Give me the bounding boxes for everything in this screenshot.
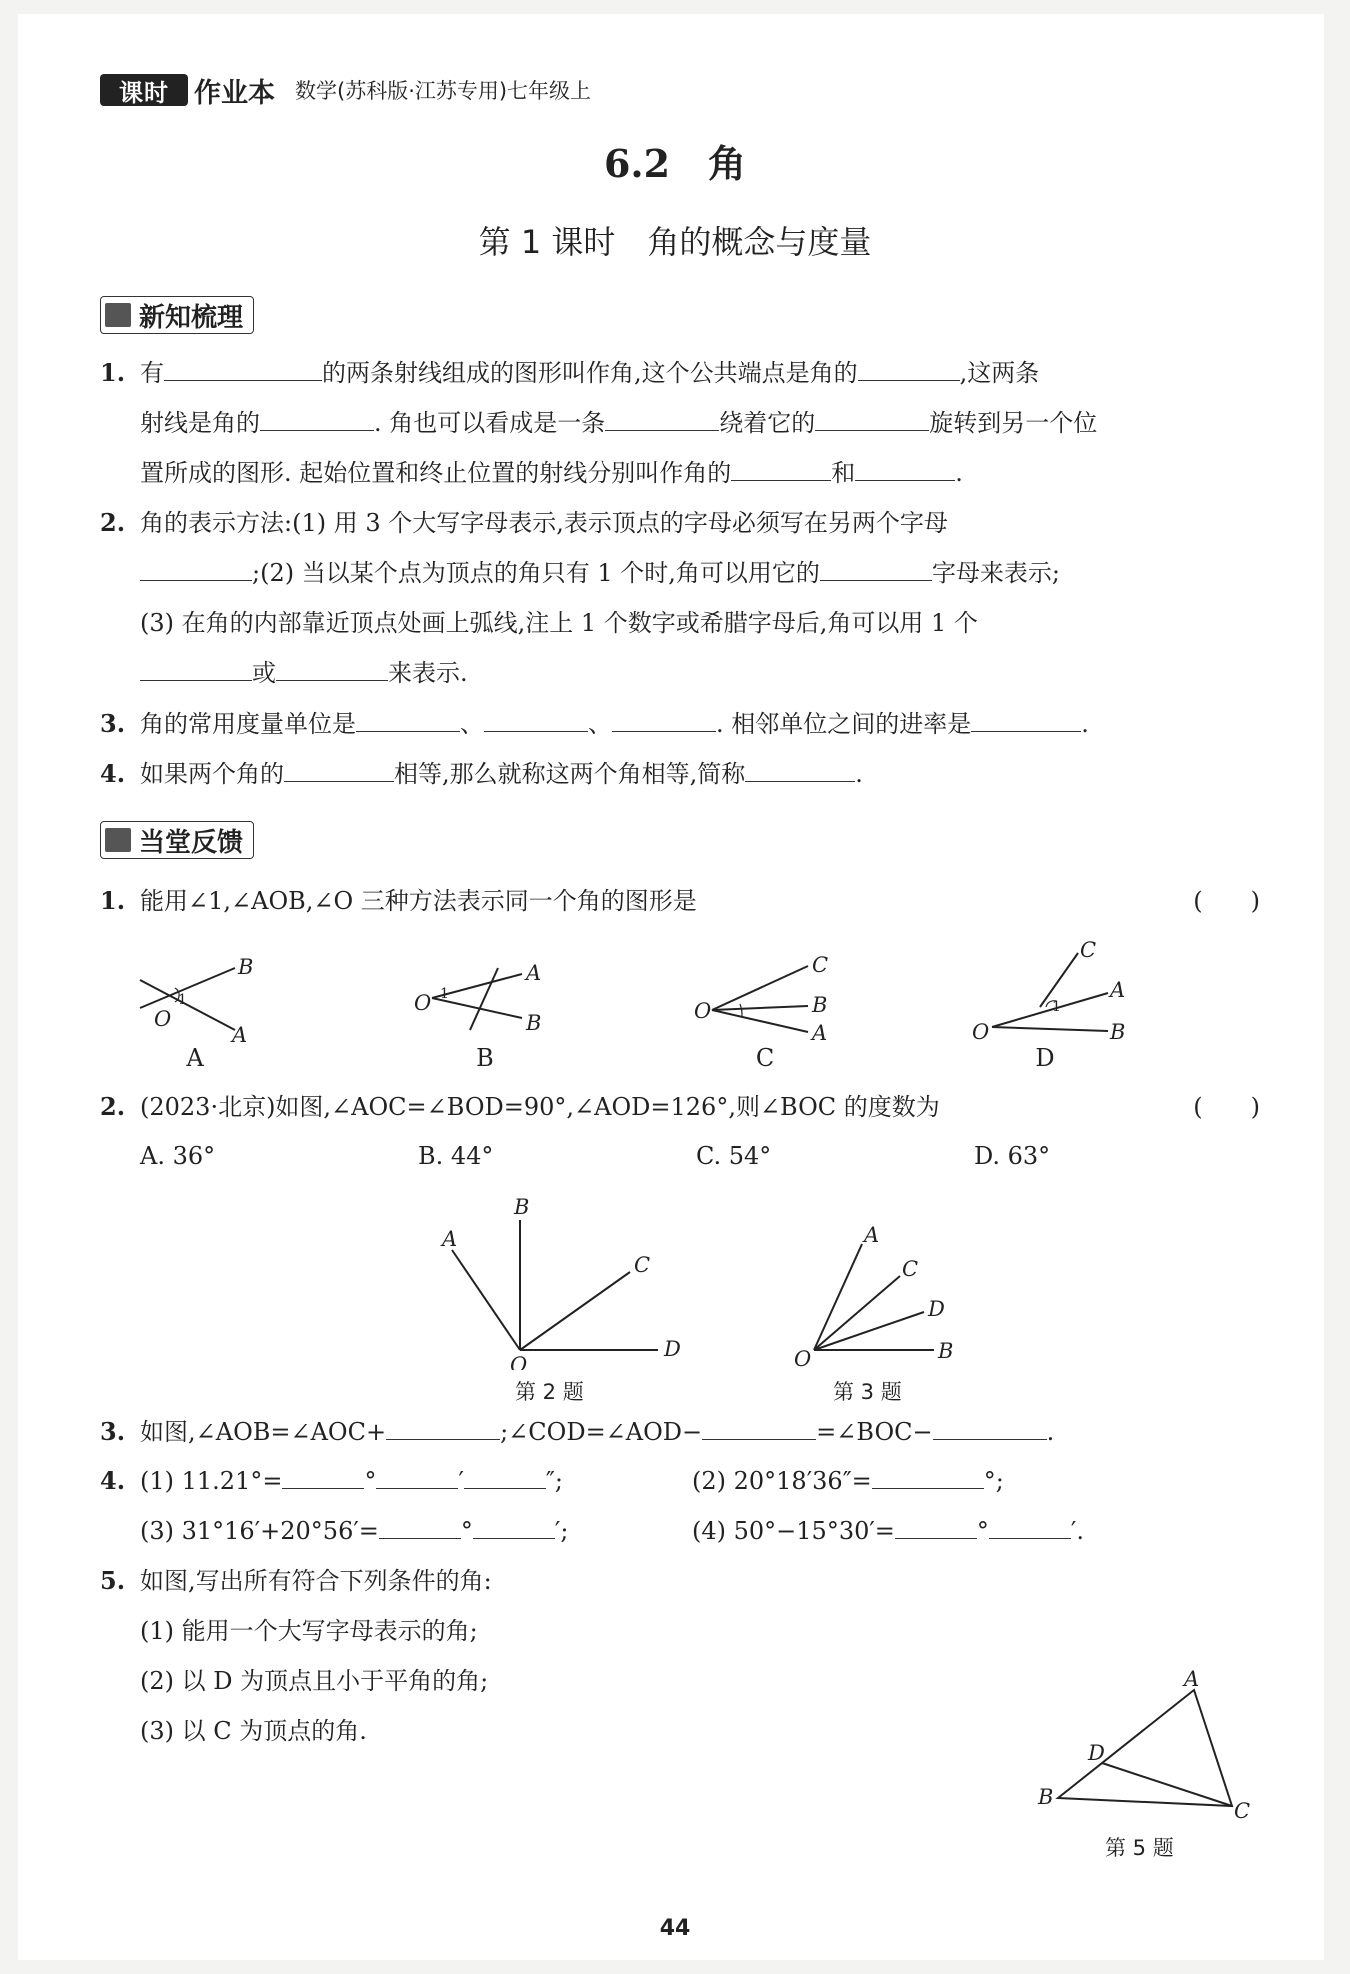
q1-figure-b bbox=[410, 950, 560, 1054]
text: 角的常用度量单位是 bbox=[140, 710, 356, 738]
answer-blank[interactable] bbox=[702, 1417, 816, 1440]
lesson-title: 第 1 课时 角的概念与度量 bbox=[478, 223, 872, 261]
text: ° bbox=[364, 1467, 377, 1495]
svg-text:1: 1 bbox=[1052, 999, 1061, 1015]
s2-q3-line bbox=[100, 1417, 1260, 1447]
page-number: 44 bbox=[659, 1916, 691, 1941]
text: ; bbox=[560, 1517, 569, 1545]
section-heading-class-feedback bbox=[100, 821, 254, 859]
svg-text:B: B bbox=[938, 1339, 954, 1363]
text: 角的表示方法:(1) 用 3 个大写字母表示,表示顶点的字母必须写在另两个字母 bbox=[140, 509, 948, 537]
section-label: 当堂反馈 bbox=[139, 827, 244, 858]
text: ; bbox=[554, 1467, 563, 1495]
answer-blank[interactable] bbox=[872, 1466, 984, 1489]
text: (3) 31°16′+20°56′= bbox=[140, 1517, 379, 1545]
svg-text:B: B bbox=[526, 1011, 542, 1035]
text: ° bbox=[983, 1467, 996, 1495]
text: 、 bbox=[588, 710, 612, 738]
svg-text:B: B bbox=[1110, 1020, 1126, 1044]
svg-text:A: A bbox=[526, 961, 542, 985]
text: ,这两条 bbox=[959, 359, 1040, 387]
answer-blank[interactable] bbox=[989, 1516, 1071, 1539]
answer-blank[interactable] bbox=[971, 709, 1081, 732]
answer-paren[interactable]: ( ) bbox=[1193, 887, 1260, 915]
text: 绕着它的 bbox=[719, 409, 816, 437]
svg-text:D: D bbox=[664, 1337, 681, 1361]
question-number: 2. bbox=[100, 1092, 126, 1121]
answer-blank[interactable] bbox=[386, 1417, 500, 1440]
q1-figure-d bbox=[970, 935, 1130, 1054]
svg-text:A: A bbox=[812, 1021, 828, 1045]
text: ″ bbox=[545, 1467, 555, 1495]
answer-blank[interactable] bbox=[473, 1516, 555, 1539]
text: ° bbox=[976, 1517, 989, 1545]
text: ′ bbox=[554, 1517, 561, 1545]
book-icon bbox=[105, 303, 131, 327]
answer-blank[interactable] bbox=[605, 408, 719, 431]
svg-text:C: C bbox=[812, 953, 829, 977]
option-d[interactable]: D. 63° bbox=[974, 1142, 1051, 1170]
question-number: 4. bbox=[100, 759, 126, 788]
svg-text:1: 1 bbox=[440, 986, 449, 1002]
answer-blank[interactable] bbox=[260, 408, 374, 431]
svg-text:A: A bbox=[1110, 978, 1126, 1002]
section-label: 新知梳理 bbox=[139, 302, 244, 333]
text: 相等,那么就称这两个角相等,简称 bbox=[394, 760, 746, 788]
s1-q2-line4 bbox=[100, 658, 1300, 688]
answer-blank[interactable] bbox=[933, 1417, 1047, 1440]
text: 有 bbox=[140, 359, 164, 387]
text: ; bbox=[995, 1467, 1004, 1495]
answer-blank[interactable] bbox=[731, 458, 831, 481]
question-number: 2. bbox=[100, 508, 126, 537]
question-number: 1. bbox=[100, 358, 126, 387]
text: (3) 在角的内部靠近顶点处画上弧线,注上 1 个数字或希腊字母后,角可以用 1 个 bbox=[140, 609, 978, 637]
s1-q1-line1 bbox=[100, 358, 1260, 388]
text: 射线是角的 bbox=[140, 409, 260, 437]
text: =∠BOC− bbox=[816, 1418, 933, 1446]
q1-label-d: D bbox=[1035, 1044, 1055, 1072]
answer-paren[interactable]: ( ) bbox=[1193, 1093, 1260, 1121]
svg-text:O: O bbox=[414, 991, 432, 1015]
chapter-title: 6.2 角 bbox=[603, 141, 747, 186]
s1-q1-line2 bbox=[100, 408, 1300, 438]
s2-q1-line bbox=[100, 886, 1260, 916]
svg-text:O: O bbox=[510, 1353, 528, 1370]
question-number: 3. bbox=[100, 709, 126, 738]
svg-text:B: B bbox=[812, 993, 828, 1017]
text: . bbox=[1076, 1517, 1085, 1545]
s2-q4-line1 bbox=[100, 1466, 1260, 1496]
svg-text:A: A bbox=[232, 1023, 248, 1047]
text: (2023·北京)如图,∠AOC=∠BOD=90°,∠AOD=126°,则∠BOC 的度数为 bbox=[140, 1093, 940, 1121]
figure-q3-caption: 第 3 题 bbox=[833, 1380, 902, 1404]
question-number: 1. bbox=[100, 886, 126, 915]
answer-blank[interactable] bbox=[356, 709, 460, 732]
text: 旋转到另一个位 bbox=[929, 409, 1098, 437]
text: 如图,∠AOB=∠AOC+ bbox=[140, 1418, 387, 1446]
svg-text:C: C bbox=[1080, 938, 1097, 962]
figure-q3 bbox=[790, 1220, 980, 1374]
svg-text:B: B bbox=[238, 955, 254, 979]
s2-q5-line bbox=[100, 1566, 1260, 1596]
text: ° bbox=[460, 1517, 473, 1545]
text: ;(2) 当以某个点为顶点的角只有 1 个时,角可以用它的 bbox=[252, 559, 820, 587]
answer-blank[interactable] bbox=[164, 358, 322, 381]
answer-blank[interactable] bbox=[612, 709, 716, 732]
s2-q4-line2 bbox=[100, 1516, 1300, 1546]
text: (2) 20°18′36″= bbox=[692, 1467, 872, 1495]
pencil-icon bbox=[105, 828, 131, 852]
svg-text:D: D bbox=[928, 1297, 945, 1321]
figure-q2-caption: 第 2 题 bbox=[515, 1380, 584, 1404]
q1-label-c: C bbox=[755, 1044, 775, 1072]
option-b[interactable]: B. 44° bbox=[418, 1142, 494, 1170]
s2-q5-sub3: (3) 以 C 为顶点的角. bbox=[140, 1717, 367, 1745]
svg-text:1: 1 bbox=[178, 992, 187, 1008]
text: 字母来表示; bbox=[931, 559, 1060, 587]
series-logo: 课时 bbox=[100, 74, 188, 106]
answer-blank[interactable] bbox=[484, 709, 588, 732]
brand-name: 作业本 bbox=[194, 77, 275, 109]
text: (4) 50°−15°30′= bbox=[692, 1517, 895, 1545]
q1-label-a: A bbox=[186, 1044, 204, 1072]
s2-q2-options bbox=[100, 1141, 1140, 1171]
answer-blank[interactable] bbox=[745, 759, 855, 782]
text: 、 bbox=[460, 710, 484, 738]
figure-q5-caption: 第 5 题 bbox=[1105, 1836, 1174, 1860]
answer-blank[interactable] bbox=[820, 558, 932, 581]
s1-q2-line3 bbox=[100, 608, 1300, 638]
answer-blank[interactable] bbox=[282, 1466, 364, 1489]
text: 如果两个角的 bbox=[140, 760, 284, 788]
text: ′ bbox=[1070, 1517, 1077, 1545]
svg-text:C: C bbox=[634, 1253, 651, 1277]
book-subtitle: 数学(苏科版·江苏专用)七年级上 bbox=[295, 79, 592, 103]
text: 能用∠1,∠AOB,∠O 三种方法表示同一个角的图形是 bbox=[140, 887, 697, 915]
text: 来表示. bbox=[388, 659, 468, 687]
answer-blank[interactable] bbox=[895, 1516, 977, 1539]
s2-q2-line bbox=[100, 1092, 1260, 1122]
figure-q2 bbox=[430, 1190, 690, 1374]
s1-q2-line2 bbox=[100, 558, 1300, 588]
svg-text:B: B bbox=[514, 1195, 530, 1219]
text: . bbox=[1081, 710, 1089, 738]
s2-q5-sub1: (1) 能用一个大写字母表示的角; bbox=[140, 1617, 478, 1645]
svg-text:O: O bbox=[154, 1007, 172, 1031]
s2-q5-sub2: (2) 以 D 为顶点且小于平角的角; bbox=[140, 1667, 489, 1695]
answer-blank[interactable] bbox=[284, 759, 394, 782]
text: . bbox=[1046, 1418, 1055, 1446]
text: 和 bbox=[831, 459, 856, 487]
book-header bbox=[100, 70, 591, 110]
answer-blank[interactable] bbox=[376, 1466, 458, 1489]
answer-blank[interactable] bbox=[379, 1516, 461, 1539]
option-c[interactable]: C. 54° bbox=[696, 1142, 772, 1170]
svg-text:C: C bbox=[902, 1257, 919, 1281]
text: . 角也可以看成是一条 bbox=[374, 409, 606, 437]
q1-figure-a bbox=[130, 950, 280, 1054]
answer-blank[interactable] bbox=[140, 558, 252, 581]
svg-text:A: A bbox=[864, 1223, 880, 1247]
answer-blank[interactable] bbox=[464, 1466, 546, 1489]
answer-blank[interactable] bbox=[858, 358, 960, 381]
answer-blank[interactable] bbox=[855, 458, 955, 481]
svg-text:O: O bbox=[972, 1020, 990, 1044]
text: (1) 11.21°= bbox=[140, 1467, 283, 1495]
text: 或 bbox=[252, 659, 276, 687]
svg-text:A: A bbox=[442, 1227, 458, 1251]
svg-text:O: O bbox=[794, 1347, 812, 1370]
text: . bbox=[955, 459, 963, 487]
figure-q5 bbox=[1030, 1670, 1260, 1834]
text: ;∠COD=∠AOD− bbox=[500, 1418, 703, 1446]
s1-q4-line bbox=[100, 759, 1260, 789]
svg-text:B: B bbox=[1038, 1785, 1054, 1809]
s1-q1-line3 bbox=[100, 458, 1300, 488]
svg-text:O: O bbox=[694, 999, 712, 1023]
question-number: 5. bbox=[100, 1566, 126, 1595]
svg-text:A: A bbox=[1184, 1670, 1200, 1691]
q1-figure-c bbox=[690, 948, 840, 1052]
svg-text:C: C bbox=[1234, 1799, 1251, 1823]
option-a[interactable]: A. 36° bbox=[140, 1142, 216, 1170]
svg-text:D: D bbox=[1088, 1741, 1105, 1765]
q1-label-b: B bbox=[476, 1044, 494, 1072]
text: 的两条射线组成的图形叫作角,这个公共端点是角的 bbox=[322, 359, 858, 387]
answer-blank[interactable] bbox=[815, 408, 929, 431]
question-number: 3. bbox=[100, 1417, 126, 1446]
section-heading-new-knowledge bbox=[100, 296, 254, 334]
text: . 相邻单位之间的进率是 bbox=[716, 710, 972, 738]
answer-blank[interactable] bbox=[140, 658, 252, 681]
question-number: 4. bbox=[100, 1466, 126, 1495]
answer-blank[interactable] bbox=[276, 658, 388, 681]
text: ′ bbox=[458, 1467, 464, 1495]
s1-q2-line1 bbox=[100, 508, 1260, 538]
text: . bbox=[855, 760, 863, 788]
s1-q3-line bbox=[100, 709, 1260, 739]
text: 如图,写出所有符合下列条件的角: bbox=[140, 1567, 492, 1595]
text: 置所成的图形. 起始位置和终止位置的射线分别叫作角的 bbox=[140, 459, 732, 487]
